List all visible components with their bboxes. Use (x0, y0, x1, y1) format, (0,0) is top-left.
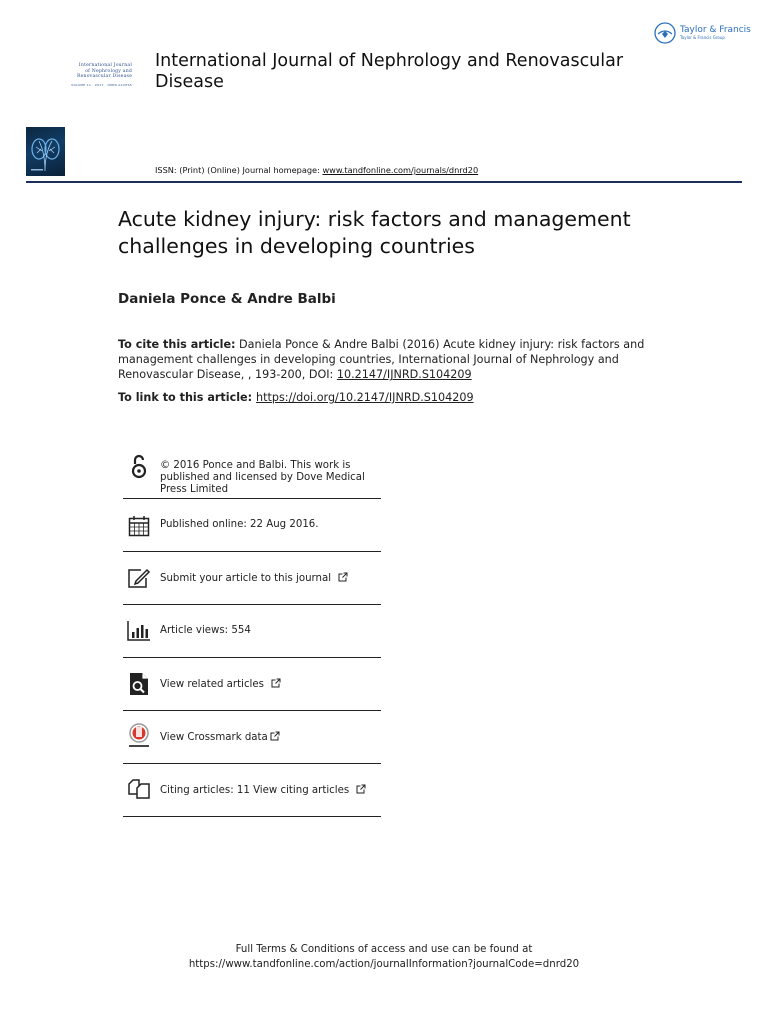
bar-chart-icon (126, 618, 152, 644)
edit-icon (126, 565, 152, 591)
publisher-logo[interactable] (654, 22, 751, 44)
journal-logo (52, 63, 132, 87)
citing-row[interactable] (123, 764, 381, 817)
link-label: To link to this article: (118, 391, 256, 404)
citing-articles-link[interactable] (160, 784, 366, 797)
kidney-illustration-icon (26, 127, 65, 176)
external-link-icon (271, 678, 281, 688)
cite-text: Daniela Ponce & Andre Balbi (2016) Acute kidney injury: risk factors and management challenges in developing countries, International Journal of Nephrology and Renovascular Disease, , 193-200, DOI: (118, 338, 645, 382)
journal-logo-line: International Journal (78, 63, 132, 68)
publisher-name: Taylor & Francis (680, 25, 751, 35)
external-link-icon (270, 731, 280, 741)
open-access-icon (126, 454, 152, 480)
article-authors: Daniela Ponce & Andre Balbi (118, 291, 336, 307)
article-link-line (118, 391, 474, 404)
terms-line: Full Terms & Conditions of access and use can be found at (235, 944, 533, 955)
citation-block (118, 337, 658, 383)
article-info-list (123, 450, 381, 817)
related-articles-link[interactable] (160, 678, 281, 691)
taylor-francis-logo-icon (654, 22, 676, 44)
crossmark-label: View Crossmark data (160, 731, 268, 743)
crossmark-link[interactable] (160, 731, 280, 744)
license-text: © 2016 Ponce and Balbi. This work is published and licensed by Dove Medical Press Limited (160, 460, 365, 495)
issn-text: ISSN: (Print) (Online) Journal homepage: (155, 165, 323, 175)
published-row (123, 499, 381, 552)
journal-homepage-link[interactable]: www.tandfonline.com/journals/dnrd20 (322, 165, 479, 175)
journal-logo-volume: VOLUME 11 · 2017 · OPEN ACCESS (71, 82, 132, 87)
published-date: Published online: 22 Aug 2016. (160, 519, 319, 530)
journal-cover-image[interactable] (26, 127, 65, 176)
journal-logo-line: Renovascular Disease (76, 74, 132, 80)
cite-label: To cite this article: (118, 338, 236, 351)
terms-url[interactable]: https://www.tandfonline.com/action/journalInformation?journalCode=dnrd20 (188, 958, 580, 970)
related-row[interactable] (123, 658, 381, 711)
header-divider (26, 181, 742, 183)
document-search-icon (126, 671, 152, 697)
citing-label: Citing articles: 11 View citing articles (160, 784, 350, 796)
journal-logo-line: of Nephrology and (85, 68, 132, 74)
submit-row[interactable] (123, 552, 381, 605)
doi-link[interactable]: 10.2147/IJNRD.S104209 (336, 368, 472, 382)
submit-label: Submit your article to this journal (160, 572, 332, 584)
views-count: Article views: 554 (160, 625, 251, 636)
license-row (123, 450, 381, 499)
crossmark-icon (126, 723, 152, 749)
external-link-icon (356, 784, 366, 794)
views-row (123, 605, 381, 658)
issn-line (155, 165, 478, 175)
citing-articles-icon (126, 776, 152, 802)
article-doi-url[interactable]: https://doi.org/10.2147/IJNRD.S104209 (256, 391, 474, 404)
journal-title: International Journal of Nephrology and Renovascular Disease (155, 51, 624, 92)
calendar-icon (126, 513, 152, 539)
related-label: View related articles (160, 678, 264, 690)
submit-article-link[interactable] (160, 572, 348, 585)
terms-footer (0, 943, 768, 972)
crossmark-row[interactable] (123, 711, 381, 764)
article-title: Acute kidney injury: risk factors and management challenges in developing countries (118, 207, 631, 258)
external-link-icon (338, 572, 348, 582)
publisher-group: Taylor & Francis Group (680, 35, 725, 40)
